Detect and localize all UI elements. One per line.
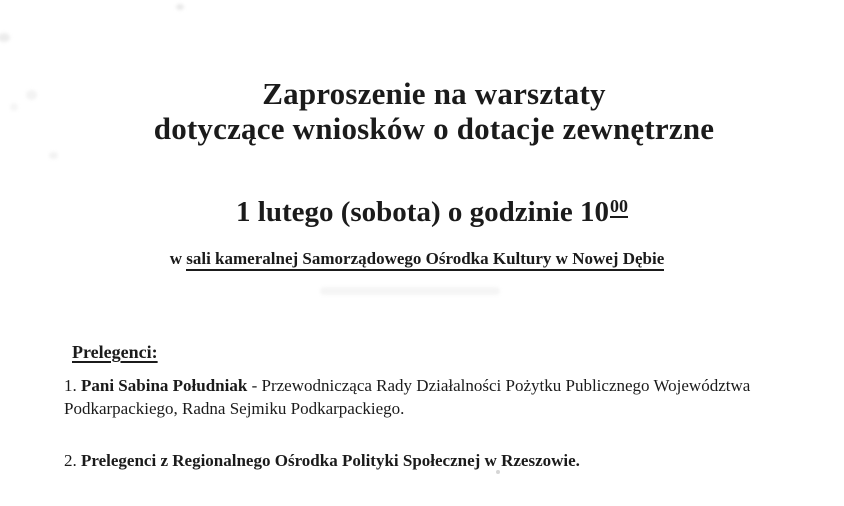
event-venue — [0, 248, 839, 270]
title-line-2: dotyczące wniosków o dotacje zewnętrzne — [153, 111, 715, 146]
event-datetime — [10, 196, 844, 229]
speaker-name: Prelegenci z Regionalnego Ośrodka Polityki Społecznej w Rzeszowie. — [81, 451, 580, 470]
scan-artifact — [176, 4, 184, 10]
speaker-item-2 — [64, 449, 792, 472]
speakers-heading: Prelegenci: — [72, 342, 158, 362]
scan-artifact — [49, 152, 58, 159]
venue-prefix: w — [169, 249, 187, 268]
time-superscript: 00 — [609, 196, 628, 216]
scan-artifact — [0, 33, 10, 42]
venue-underlined-text: sali kameralnej Samorządowego Ośrodka Kultury w Nowej Dębie — [186, 249, 664, 271]
scan-artifact — [320, 287, 500, 295]
speaker-description: Przewodnicząca Rady Działalności Pożytku Publicznego Województwa Podkarpackiego, Radna Sejmiku Podkarpackiego. — [64, 376, 751, 418]
datetime-text: 1 lutego (sobota) o godzinie 10 — [236, 196, 609, 228]
speaker-number: 1. — [64, 376, 77, 395]
speaker-name: Pani Sabina Południak — [81, 376, 248, 395]
title-line-1: Zaproszenie na warsztaty — [262, 76, 606, 111]
speaker-number: 2. — [64, 451, 77, 470]
speaker-separator: - — [247, 376, 262, 395]
speaker-item-1 — [64, 374, 792, 420]
document-title — [12, 76, 844, 146]
